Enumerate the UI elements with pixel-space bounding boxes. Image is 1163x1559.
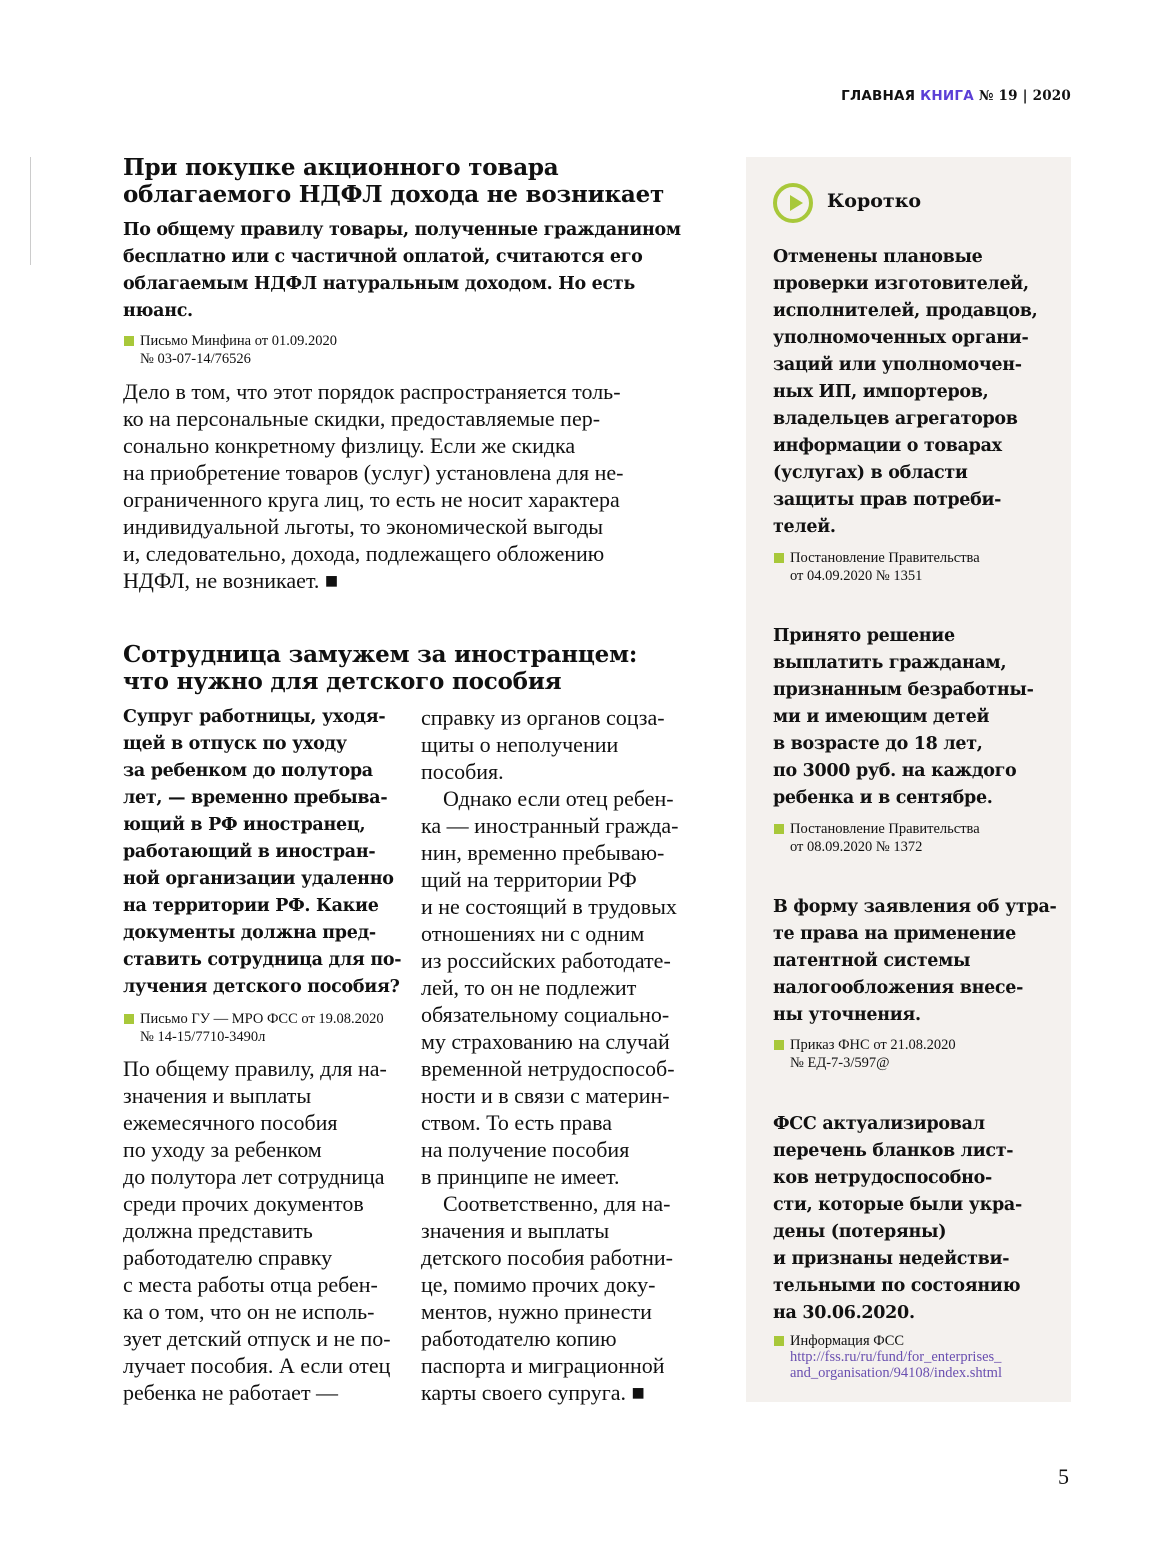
issue-number: № 19 | 2020 — [978, 88, 1071, 104]
running-header — [841, 88, 1071, 104]
article2-citation: Письмо ГУ — МРО ФСС от 19.08.2020 № 14-15/7710-3490л — [123, 1010, 384, 1046]
article2-body-col1: По общему правилу, для на- значения и выплаты ежемесячного пособия по уходу за ребенком до полутора лет сотрудница среди прочих документов должна представить работодателю справку с места работы отца ребен- ка о том, что он не исполь- зует детский отпуск и не по- лучает пособия. А если отец ребенка не работает — — [123, 1056, 391, 1405]
article1-lede: По общему правилу товары, полученные гражданином бесплатно или с частичной оплатой, считаются его облагаемым НДФЛ натуральным доходом. Но есть нюанс. — [123, 220, 681, 321]
article2-body-col2: справку из органов соцза- щиты о неполучении пособия. Однако если отец ребен- ка — иностранный гражда- нин, временно пребываю- щий на территории РФ и не состоящий в трудовых отношениях ни с одним из российских работодате- лей, то он не подлежит обязательному социально- му страхованию на случай временной нетрудоспособ- ности и в связи с материн- ством. То есть права на получение пособия в принципе не имеет. Соответственно, для на- значения и выплаты детского пособия работни- це, помимо прочих доку- ментов, нужно принести работодателю копию паспорта и миграционной карты своего супруга. ■ — [421, 705, 679, 1405]
article1-citation: Письмо Минфина от 01.09.2020 № 03-07-14/76526 — [123, 332, 337, 368]
play-icon — [773, 183, 813, 223]
article1-body: Дело в том, что этот порядок распространяется толь- ко на персональные скидки, предоставляемые пер- сонально конкретному физлицу. Если же скидка на приобретение товаров (услуг) установлена для не- ограниченного круга лиц, то есть не носит характера индивидуальной льготы, то экономической выгоды и, следовательно, дохода, подлежащего обложению НДФЛ, не возникает. ■ — [123, 379, 624, 593]
sidebar-heading: Коротко — [827, 190, 922, 212]
sidebar-item-text: В форму заявления об утра- те права на применение патентной системы налогообложения внесе- ны уточнения. — [773, 897, 1057, 1025]
sidebar-item-text: Принято решение выплатить гражданам, признанным безработны- ми и имеющим детей в возрасте до 18 лет, по 3000 руб. на каждого ребенка и в сентябре. — [773, 626, 1034, 808]
sidebar-item-citation: Постановление Правительства от 04.09.2020 № 1351 — [773, 549, 980, 585]
brand-kniga: КНИГА — [920, 88, 974, 104]
fss-link[interactable]: http://fss.ru/ru/fund/for_enterprises_ and_organisation/94108/index.shtml — [790, 1349, 1002, 1381]
article1-title: При покупке акционного товара облагаемого НДФЛ дохода не возникает — [123, 154, 665, 208]
sidebar-item-citation: Постановление Правительства от 08.09.2020 № 1372 — [773, 820, 980, 856]
sidebar-item-text: ФСС актуализировал перечень бланков лист- ков нетрудоспособно- сти, которые были укра- дены (потеряны) и признаны недействи- тельными по состоянию на 30.06.2020. — [773, 1114, 1022, 1323]
sidebar-item-text: Отменены плановые проверки изготовителей, исполнителей, продавцов, уполномоченных органи- заций или уполномочен- ных ИП, импортеров, владельцев агрегаторов информации о товарах (услугах) в области защиты прав потреби- телей. — [773, 247, 1038, 537]
page-number: 5 — [1058, 1464, 1069, 1489]
margin-rule — [30, 157, 31, 265]
article2-lede: Супруг работницы, уходя- щей в отпуск по уходу за ребенком до полутора лет, — временно пребыва- ющий в РФ иностранец, работающий в иностран- ной организации удаленно на территории РФ. Какие документы должна пред- ставить сотрудница для по- лучения детского пособия? — [123, 707, 402, 997]
sidebar-item-citation: Приказ ФНС от 21.08.2020 № ЕД-7-3/597@ — [773, 1036, 956, 1072]
brand-glavnaya: ГЛАВНАЯ — [841, 88, 916, 104]
sidebar-item-citation: Информация ФСС — [773, 1332, 904, 1350]
article2-title: Сотрудница замужем за иностранцем: что нужно для детского пособия — [123, 641, 638, 695]
